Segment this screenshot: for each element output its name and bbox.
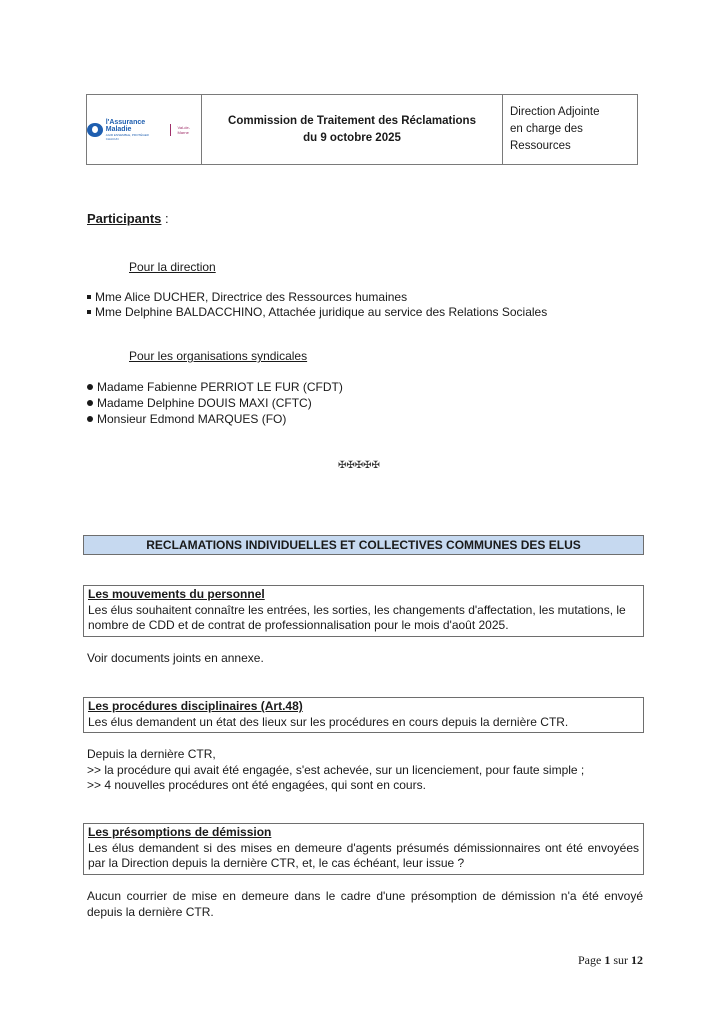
answer-line: Depuis la dernière CTR, [87,747,216,761]
square-bullet-icon [87,295,91,299]
logo-brand-line1: l'Assurance [105,118,146,126]
direction-member [87,305,547,320]
participants-heading-label: Participants [87,211,162,226]
direction-subheading: Pour la direction [129,260,216,274]
header-title: Commission de Traitement des Réclamations [228,114,476,127]
question-box-presomptions [83,823,644,875]
member-text: Madame Delphine DOUIS MAXI (CFTC) [97,396,312,410]
question-text: Les élus demandent un état des lieux sur les procédures en cours depuis la dernière CTR. [88,714,569,729]
question-title: Les procédures disciplinaires (Art.48) [88,699,303,713]
question-title: Les mouvements du personnel [88,587,265,601]
square-bullet-icon [87,310,91,314]
logo-text-block [106,119,162,141]
direction-member [87,290,407,305]
answer-line: >> 4 nouvelles procédures ont été engagées, qui sont en cours. [87,778,426,792]
member-text: Monsieur Edmond MARQUES (FO) [97,412,287,426]
header-logo-cell [87,95,202,164]
header-dept-line2: en charge des Ressources [510,123,583,152]
header-date: du 9 octobre 2025 [303,131,401,144]
logo-brand-line2: Maladie [105,125,132,133]
question-text: Les élus demandent si des mises en demeure d'agents présumés démissionnaires ont été envoyées par la Direction depuis la dernière CTR, et, le cas échéant, leur issue ? [88,840,639,870]
member-text: Madame Fabienne PERRIOT LE FUR (CFDT) [97,380,343,394]
logo-emblem-icon [87,123,103,137]
question-text: Les élus souhaitent connaître les entrées, les sorties, les changements d'affectation, les mutations, le nombre de CDD et de contrat de professionnalisation pour le mois d'août 2025. [88,602,626,632]
participants-heading [87,211,169,226]
page-current: 1 [604,953,611,967]
assurance-maladie-logo [87,119,201,141]
question-box-mouvements [83,585,644,637]
page-prefix: Page [578,953,605,967]
logo-divider [170,124,171,136]
question-box-disciplinaires [83,697,644,733]
union-member [87,412,286,427]
union-member [87,396,312,411]
answer-line: Voir documents joints en annexe. [87,651,264,665]
page-sep: sur [610,953,631,967]
header-title-cell [202,95,503,164]
member-text: Mme Alice DUCHER, Directrice des Ressources humaines [95,290,408,304]
cross-separator-icon: ✠✠✠✠✠ [338,460,380,471]
round-bullet-icon [87,416,93,422]
header-dept-line1: Direction Adjointe [510,106,600,118]
answer-disciplinaires [87,747,643,794]
document-header [86,94,638,165]
answer-line: >> la procédure qui avait été engagée, s'est achevée, sur un licenciement, pour faute simple ; [87,762,585,777]
page-number [578,953,643,968]
logo-region: Val-de-Marne [177,124,191,135]
header-dept-cell [503,95,637,164]
page-total: 12 [631,953,643,967]
answer-presomptions [87,889,643,920]
union-member [87,380,343,395]
question-title: Les présomptions de démission [88,825,272,839]
answer-line: Aucun courrier de mise en demeure dans le cadre d'une présomption de démission n'a été envoyé depuis la dernière CTR. [87,889,643,919]
unions-subheading: Pour les organisations syndicales [129,349,308,363]
round-bullet-icon [87,400,93,406]
member-text: Mme Delphine BALDACCHINO, Attachée juridique au service des Relations Sociales [95,305,548,319]
logo-tagline: AGIR ENSEMBLE, PROTÉGER CHACUN [105,132,149,141]
section-header: RECLAMATIONS INDIVIDUELLES ET COLLECTIVES COMMUNES DES ELUS [83,535,644,555]
participants-heading-colon: : [161,211,169,226]
round-bullet-icon [87,384,93,390]
answer-mouvements [87,651,643,667]
